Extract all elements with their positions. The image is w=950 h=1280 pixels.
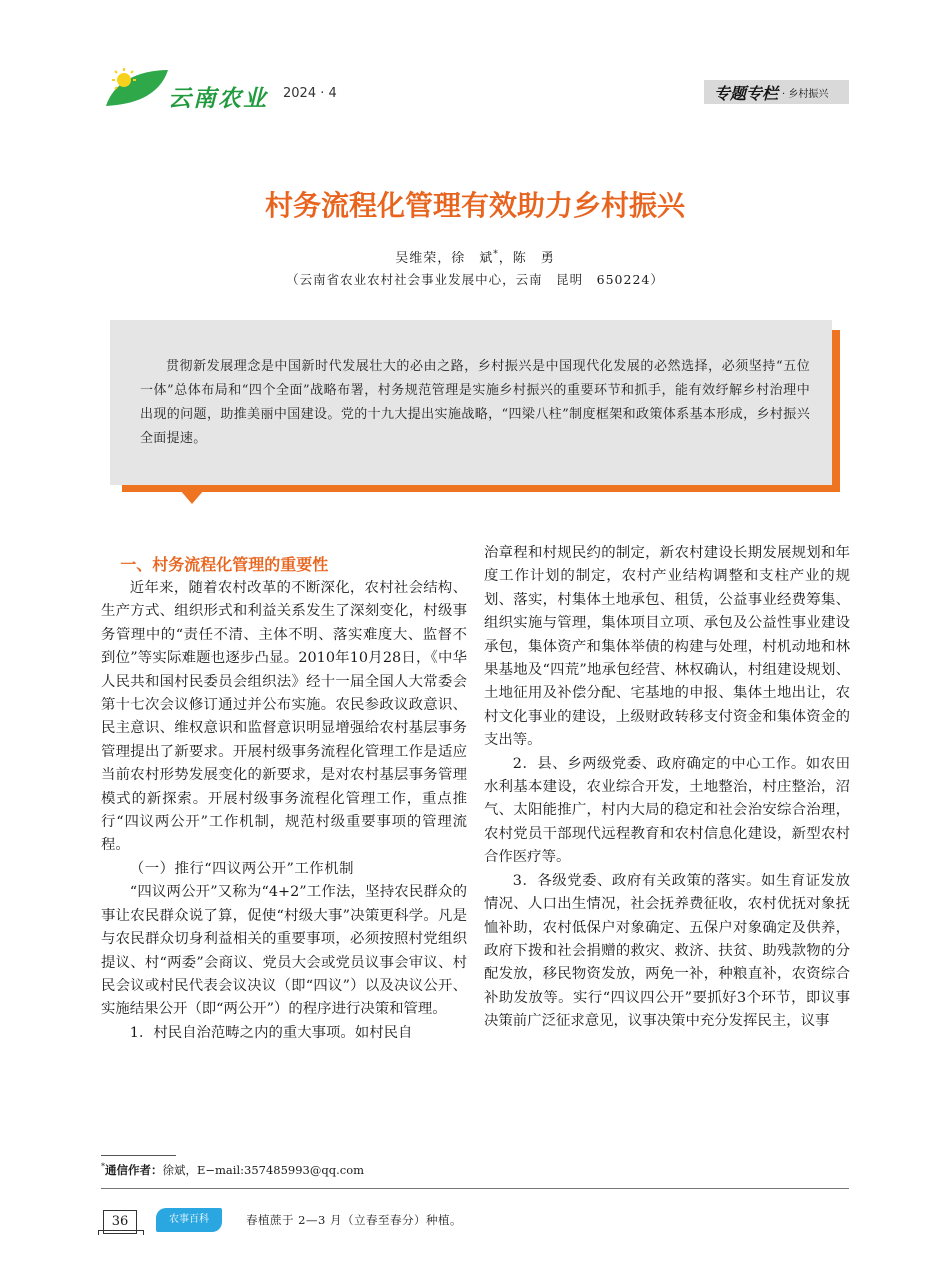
journal-name: 云南农业 bbox=[168, 86, 268, 112]
footnote-label: 通信作者： bbox=[105, 1163, 163, 1177]
page-number: 36 bbox=[103, 1210, 137, 1234]
footer-rule bbox=[101, 1188, 849, 1189]
authors-pre: 吴维荣，徐 斌 bbox=[395, 251, 494, 266]
subsection-heading: （一）推行“四议两公开”工作机制 bbox=[129, 860, 354, 877]
column-badge bbox=[704, 80, 849, 104]
book-icon bbox=[98, 1230, 144, 1235]
paragraph-start: 1．村民自治范畴之内的重大事项。如村民自 bbox=[129, 1024, 413, 1041]
corresponding-mark: * bbox=[493, 249, 499, 260]
body-column-left bbox=[101, 553, 467, 1045]
affiliation: （云南省农业农村社会事业发展中心，云南 昆明 650224） bbox=[286, 272, 664, 287]
author-list bbox=[0, 247, 950, 266]
section-heading: 一、村务流程化管理的重要性 bbox=[120, 555, 329, 574]
article-title: 村务流程化管理有效助力乡村振兴 bbox=[264, 189, 685, 222]
footer-tip: 春植蔗于 2—3 月（立春至春分）种植。 bbox=[246, 1213, 462, 1227]
body-column-right bbox=[484, 542, 850, 1034]
paragraph: 3．各级党委、政府有关政策的落实。如生育证发放情况、人口出生情况，社会抚养费征收，农村优抚对象抚恤补助，农村低保户对象确定、五保户对象确定及供养，政府下拨和社会捐赠的救灾、救济、扶贫、助残款物的分配发放，移民物资发放，两免一补，种粮直补，农资综合补助发放等。实行“四议四公开”要抓好3个环节，即议事决策前广泛征求意见，议事决策中充分发挥民主，议事 bbox=[484, 872, 850, 1030]
column-main-label: 专题专栏 bbox=[714, 83, 779, 103]
page-header bbox=[0, 0, 950, 130]
paragraph: “四议两公开”又称为“4+2”工作法，坚持农民群众的事让农民群众说了算，促使“村级大事”决策更科学。凡是与农民群众切身利益相关的重要事项，必须按照村党组织提议、村“两委”会商议、党员大会或党员议事会审议、村民会议或村民代表会议决议（即“四议”）以及决议公开、实施结果公开（即“两公开”）的程序进行决策和管理。 bbox=[101, 884, 467, 1018]
issue-number: 2024 · 4 bbox=[283, 86, 337, 101]
footnote bbox=[101, 1162, 364, 1178]
column-sub-label: · 乡村振兴 bbox=[782, 88, 829, 100]
footer-tag: 农事百科 bbox=[156, 1208, 222, 1232]
footnote-mark: * bbox=[101, 1162, 105, 1172]
paragraph: 近年来，随着农村改革的不断深化，农村社会结构、生产方式、组织形式和利益关系发生了深刻变化，村级事务管理中的“责任不清、主体不明、落实难度大、监督不到位”等实际难题也逐步凸显。2010年10月28日，《中华人民共和国村民委员会组织法》经十一届全国人大常委会第十七次会议修订通过并公布实施。农民参政议政意识、民主意识、维权意识和监督意识明显增强给农村基层事务管理提出了新要求。开展村级事务流程化管理工作是适应当前农村形势发展变化的新要求，是对农村基层事务管理模式的新探索。开展村级事务流程化管理工作，重点推行“四议两公开”工作机制，规范村级重要事项的管理流程。 bbox=[101, 580, 467, 854]
sun-leaf-logo-icon bbox=[102, 66, 170, 108]
authors-post: ，陈 勇 bbox=[498, 251, 555, 266]
abstract-text: 贯彻新发展理念是中国新时代发展壮大的必由之路，乡村振兴是中国现代化发展的必然选择，必须坚持“五位一体”总体布局和“四个全面”战略布署，村务规范管理是实施乡村振兴的重要环节和抓手，能有效纾解乡村治理中出现的问题，助推美丽中国建设。党的十九大提出实施战略，“四梁八柱”制度框架和政策体系基本形成，乡村振兴全面提速。 bbox=[140, 359, 810, 446]
footnote-divider bbox=[101, 1155, 176, 1156]
footnote-text: 徐斌，E−mail:357485993@qq.com bbox=[162, 1163, 365, 1177]
paragraph: 2．县、乡两级党委、政府确定的中心工作。如农田水利基本建设，农业综合开发，土地整治，村庄整治，沼气、太阳能推广，村内大局的稳定和社会治安综合治理，农村党员干部现代远程教育和农村信息化建设，新型农村合作医疗等。 bbox=[484, 755, 850, 866]
paragraph-continued: 治章程和村规民约的制定，新农村建设长期发展规划和年度工作计划的制定，农村产业结构调整和支柱产业的规划、落实，村集体土地承包、租赁，公益事业经费筹集、组织实施与管理，集体项目立项、承包及公益性事业建设承包，集体资产和集体举债的构建与处理，村机动地和林果基地及“四荒”地承包经营、林权确认，村组建设规划、土地征用及补偿分配、宅基地的申报、集体土地出让，农村文化事业的建设，上级财政转移支付资金和集体资金的支出等。 bbox=[484, 545, 850, 749]
abstract-pointer bbox=[180, 490, 204, 504]
